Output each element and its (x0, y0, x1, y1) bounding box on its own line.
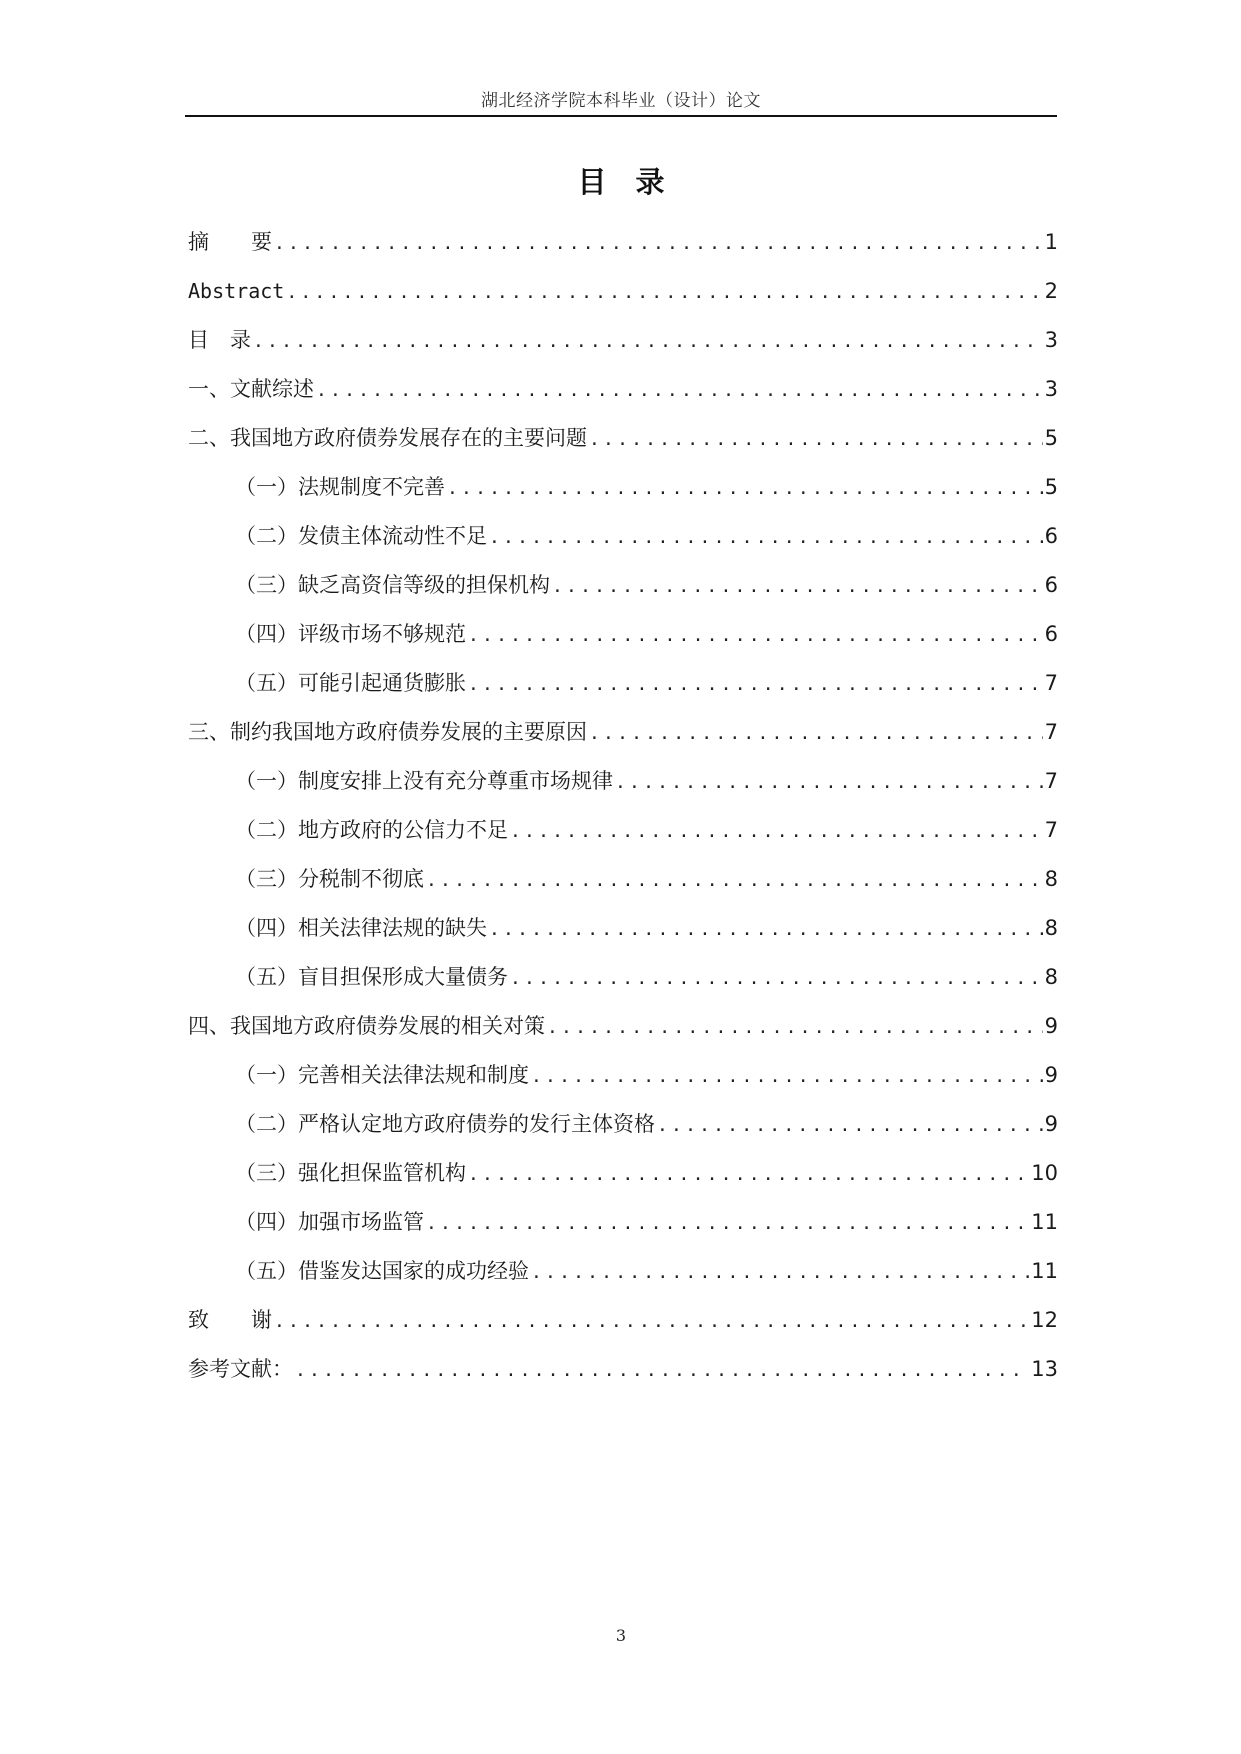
toc-entry-label: （四）加强市场监管 (235, 1210, 424, 1234)
dot-leader (468, 611, 1043, 660)
toc-title: 目 录 (577, 165, 665, 199)
toc-entry-label: 摘 要 (188, 230, 272, 254)
toc-entry-references[interactable] (188, 1345, 1058, 1394)
dot-leader (295, 1346, 1029, 1395)
toc-entry-page: 3 (1044, 377, 1058, 401)
toc-entry-section-3-4[interactable] (188, 904, 1058, 953)
dot-leader (489, 905, 1043, 954)
toc-entry-section-3-5[interactable] (188, 953, 1058, 1002)
toc-entry-page: 6 (1044, 573, 1058, 597)
toc-entry-page: 11 (1031, 1259, 1058, 1283)
toc-entry-section-4-4[interactable] (188, 1198, 1058, 1247)
toc-entry-page: 11 (1031, 1210, 1058, 1234)
toc-entry-label: （三）分税制不彻底 (235, 867, 424, 891)
toc-entry-label: （四）相关法律法规的缺失 (235, 916, 487, 940)
toc-entry-contents[interactable] (188, 316, 1058, 365)
toc-entry-label: （四）评级市场不够规范 (235, 622, 466, 646)
toc-entry-label: （一）完善相关法律法规和制度 (235, 1063, 529, 1087)
dot-leader (589, 415, 1043, 464)
header-rule (185, 115, 1057, 117)
toc-list (188, 218, 1058, 1394)
toc-entry-section-4-3[interactable] (188, 1149, 1058, 1198)
toc-entry-section-2-5[interactable] (188, 659, 1058, 708)
dot-leader (316, 366, 1043, 415)
toc-entry-section-3-1[interactable] (188, 757, 1058, 806)
toc-entry-label: 三、制约我国地方政府债券发展的主要原因 (188, 720, 587, 744)
dot-leader (426, 856, 1043, 905)
dot-leader (253, 317, 1043, 366)
dot-leader (589, 709, 1043, 758)
toc-entry-page: 5 (1044, 475, 1058, 499)
dot-leader (531, 1248, 1029, 1297)
toc-entry-page: 8 (1044, 867, 1058, 891)
toc-entry-label: 致 谢 (188, 1308, 272, 1332)
toc-entry-page: 7 (1044, 769, 1058, 793)
toc-entry-label: （三）强化担保监管机构 (235, 1161, 466, 1185)
toc-entry-label: 四、我国地方政府债券发展的相关对策 (188, 1014, 545, 1038)
dot-leader (468, 660, 1043, 709)
toc-entry-label: （五）盲目担保形成大量债务 (235, 965, 508, 989)
toc-entry-label: Abstract (188, 279, 285, 303)
toc-entry-section-2-1[interactable] (188, 463, 1058, 512)
toc-entry-page: 1 (1044, 230, 1058, 254)
toc-entry-page: 13 (1031, 1357, 1058, 1381)
toc-entry-section-2-3[interactable] (188, 561, 1058, 610)
toc-entry-label: （五）借鉴发达国家的成功经验 (235, 1259, 529, 1283)
toc-entry-page: 9 (1044, 1063, 1058, 1087)
dot-leader (552, 562, 1043, 611)
running-header: 湖北经济学院本科毕业（设计）论文 (481, 91, 761, 111)
dot-leader (274, 219, 1043, 268)
dot-leader (447, 464, 1043, 513)
toc-entry-page: 7 (1044, 818, 1058, 842)
toc-entry-label: 二、我国地方政府债券发展存在的主要问题 (188, 426, 587, 450)
dot-leader (468, 1150, 1029, 1199)
dot-leader (547, 1003, 1043, 1052)
toc-entry-page: 7 (1044, 720, 1058, 744)
toc-entry-chapter-4[interactable] (188, 1002, 1058, 1051)
toc-entry-page: 9 (1044, 1014, 1058, 1038)
dot-leader (426, 1199, 1029, 1248)
toc-entry-section-4-5[interactable] (188, 1247, 1058, 1296)
dot-leader (531, 1052, 1043, 1101)
toc-entry-label: 参考文献： (188, 1357, 293, 1381)
toc-entry-chapter-1[interactable] (188, 365, 1058, 414)
toc-entry-page: 2 (1044, 279, 1058, 303)
toc-entry-chapter-3[interactable] (188, 708, 1058, 757)
toc-entry-page: 9 (1044, 1112, 1058, 1136)
toc-entry-label: 一、文献综述 (188, 377, 314, 401)
toc-entry-section-3-2[interactable] (188, 806, 1058, 855)
toc-entry-page: 7 (1044, 671, 1058, 695)
toc-entry-page: 3 (1044, 328, 1058, 352)
toc-entry-page: 6 (1044, 622, 1058, 646)
toc-entry-page: 12 (1031, 1308, 1058, 1332)
toc-entry-acknowledgements[interactable] (188, 1296, 1058, 1345)
toc-entry-label: （一）制度安排上没有充分尊重市场规律 (235, 769, 613, 793)
dot-leader (286, 268, 1042, 317)
dot-leader (657, 1101, 1043, 1150)
toc-entry-section-2-2[interactable] (188, 512, 1058, 561)
toc-entry-abstract-en[interactable] (188, 267, 1058, 316)
dot-leader (510, 954, 1043, 1003)
dot-leader (615, 758, 1043, 807)
toc-entry-page: 8 (1044, 965, 1058, 989)
toc-entry-label: （五）可能引起通货膨胀 (235, 671, 466, 695)
toc-entry-page: 6 (1044, 524, 1058, 548)
toc-entry-label: （二）发债主体流动性不足 (235, 524, 487, 548)
toc-entry-abstract-cn[interactable] (188, 218, 1058, 267)
toc-entry-label: （二）严格认定地方政府债券的发行主体资格 (235, 1112, 655, 1136)
dot-leader (274, 1297, 1029, 1346)
toc-entry-page: 10 (1031, 1161, 1058, 1185)
toc-entry-chapter-2[interactable] (188, 414, 1058, 463)
toc-entry-section-4-1[interactable] (188, 1051, 1058, 1100)
dot-leader (510, 807, 1043, 856)
toc-entry-page: 8 (1044, 916, 1058, 940)
toc-entry-page: 5 (1044, 426, 1058, 450)
page-number: 3 (615, 1626, 627, 1645)
toc-entry-label: 目 录 (188, 328, 251, 352)
toc-entry-section-2-4[interactable] (188, 610, 1058, 659)
toc-entry-label: （一）法规制度不完善 (235, 475, 445, 499)
toc-entry-label: （三）缺乏高资信等级的担保机构 (235, 573, 550, 597)
toc-entry-label: （二）地方政府的公信力不足 (235, 818, 508, 842)
toc-entry-section-3-3[interactable] (188, 855, 1058, 904)
toc-entry-section-4-2[interactable] (188, 1100, 1058, 1149)
dot-leader (489, 513, 1043, 562)
